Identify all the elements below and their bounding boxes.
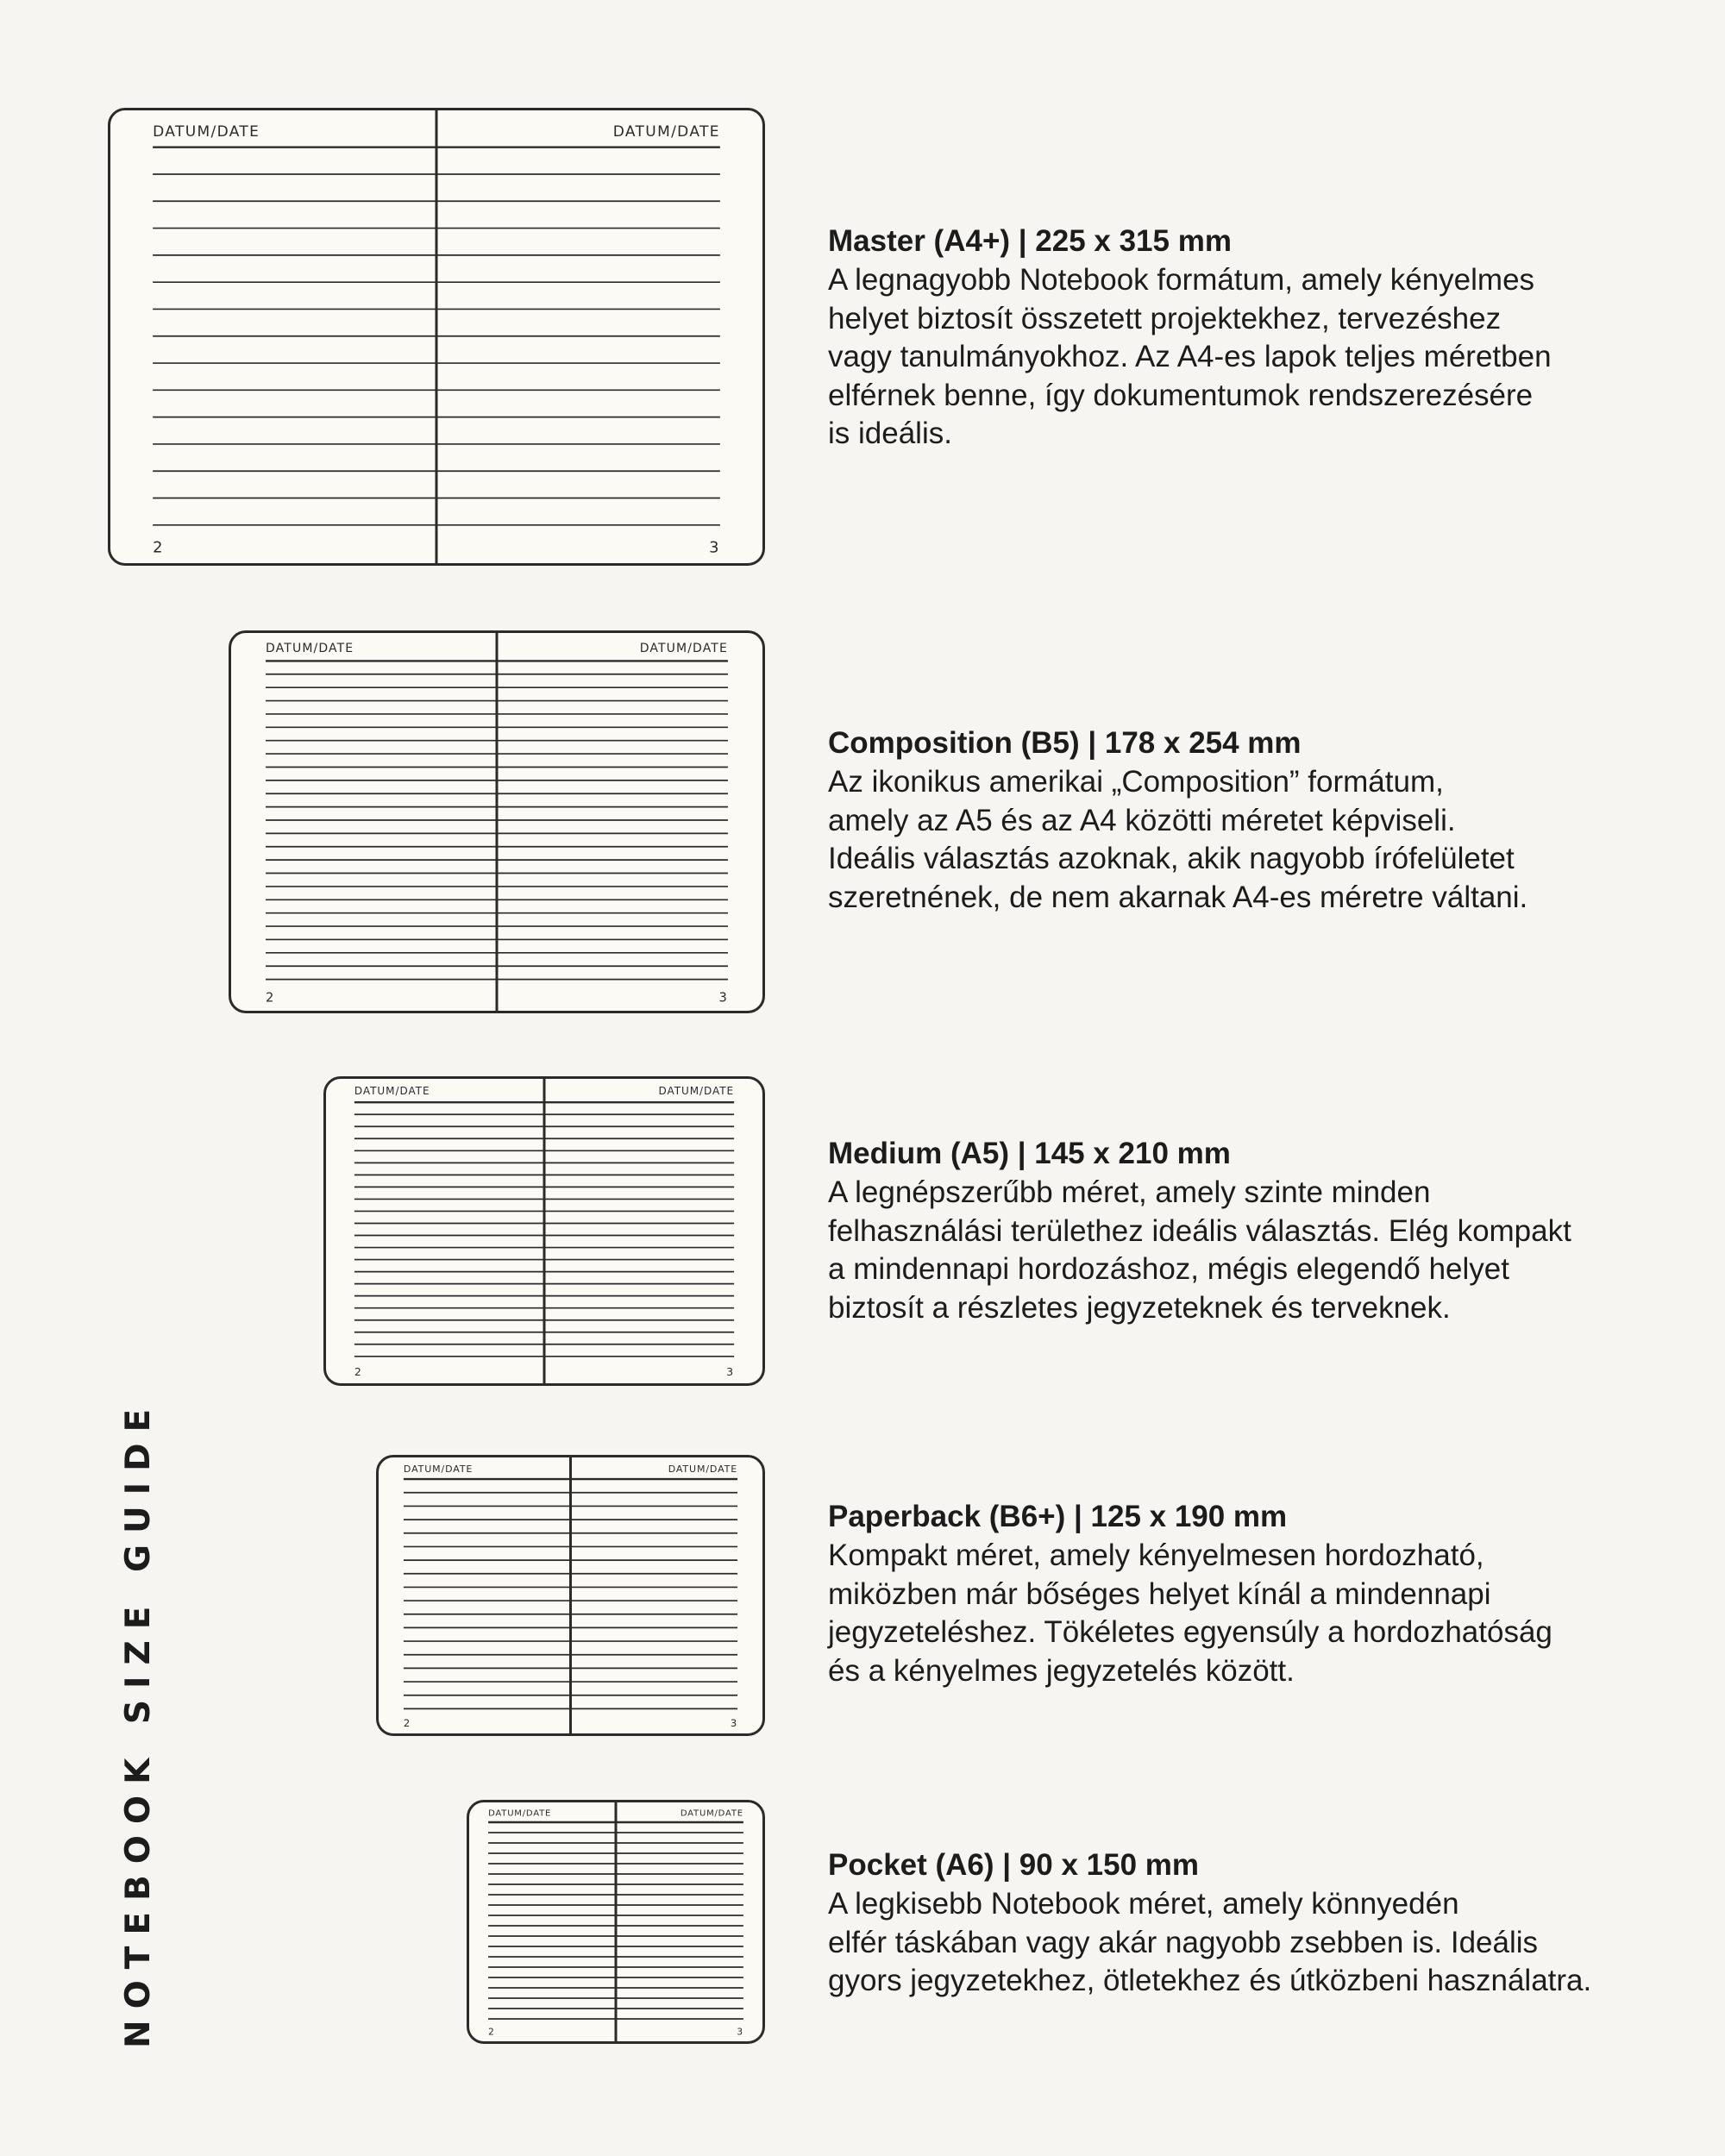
size-text: A legkisebb Notebook méret, amely könnyedén elfér táskában vagy akár nagyobb zsebben is. Ideális gyors jegyzetekhez, ötletekhez és útközbeni használatra. xyxy=(828,1887,1592,1997)
size-title: Master (A4+) | 225 x 315 mm xyxy=(828,224,1232,258)
page-number-left: 2 xyxy=(354,1365,362,1378)
header-label-right: DATUM/DATE xyxy=(612,122,720,141)
page-number-right: 3 xyxy=(726,1365,735,1378)
page-number-right: 3 xyxy=(718,990,728,1006)
size-title: Medium (A5) | 145 x 210 mm xyxy=(828,1137,1231,1170)
size-title: Pocket (A6) | 90 x 150 mm xyxy=(828,1848,1199,1882)
page-number-right: 3 xyxy=(737,2027,743,2038)
header-label-right: DATUM/DATE xyxy=(639,641,728,655)
size-text: Az ikonikus amerikai „Composition” formátum, amely az A5 és az A4 közötti méretet képviseli. Ideális választás azoknak, akik nagyobb írófelületet szeretnének, de nem akarnak A4-es méretre váltani. xyxy=(828,765,1528,914)
size-title: Composition (B5) | 178 x 254 mm xyxy=(828,726,1302,760)
page-number-left: 2 xyxy=(153,538,164,557)
header-label-right: DATUM/DATE xyxy=(680,1808,743,1819)
side-title: NOTEBOOK SIZE GUIDE xyxy=(119,1397,158,2048)
size-title: Paperback (B6+) | 125 x 190 mm xyxy=(828,1500,1288,1533)
size-description-pocket xyxy=(828,1846,1690,2001)
notebook-paperback-illustration xyxy=(376,1455,765,1736)
size-description-paperback xyxy=(828,1497,1690,1690)
notebook-medium-illustration xyxy=(323,1076,765,1386)
page-number-left: 2 xyxy=(403,1716,411,1729)
header-label-left: DATUM/DATE xyxy=(266,641,354,655)
header-label-left: DATUM/DATE xyxy=(403,1463,474,1475)
size-text: Kompakt méret, amely kényelmesen hordozható, miközben már bőséges helyet kínál a mindennapi jegyzeteléshez. Tökéletes egyensúly a hordozhatóság és a kényelmes jegyzetelés között. xyxy=(828,1539,1552,1688)
size-description-medium xyxy=(828,1134,1690,1327)
page-number-left: 2 xyxy=(488,2027,495,2038)
page-number-right: 3 xyxy=(730,1716,738,1729)
page-number-left: 2 xyxy=(266,990,275,1006)
notebook-master-illustration xyxy=(108,108,765,566)
header-label-left: DATUM/DATE xyxy=(153,122,260,141)
header-label-right: DATUM/DATE xyxy=(658,1085,735,1098)
header-label-right: DATUM/DATE xyxy=(668,1463,738,1475)
header-label-left: DATUM/DATE xyxy=(354,1085,430,1098)
notebook-pocket-illustration xyxy=(467,1800,765,2044)
size-description-composition xyxy=(828,724,1690,917)
page-number-right: 3 xyxy=(709,538,720,557)
size-description-master xyxy=(828,222,1690,454)
header-label-left: DATUM/DATE xyxy=(488,1808,552,1819)
size-text: A legnagyobb Notebook formátum, amely kényelmes helyet biztosít összetett projektekhez, tervezéshez vagy tanulmányokhoz. Az A4-es lapok teljes méretben elférnek benne, így dokumentumok rendszerezésére is ideális. xyxy=(828,263,1552,450)
size-text: A legnépszerűbb méret, amely szinte minden felhasználási területhez ideális választás. Elég kompakt a mindennapi hordozáshoz, mégis elegendő helyet biztosít a részletes jegyzeteknek és terveknek. xyxy=(828,1175,1571,1325)
notebook-composition-illustration xyxy=(229,630,765,1013)
